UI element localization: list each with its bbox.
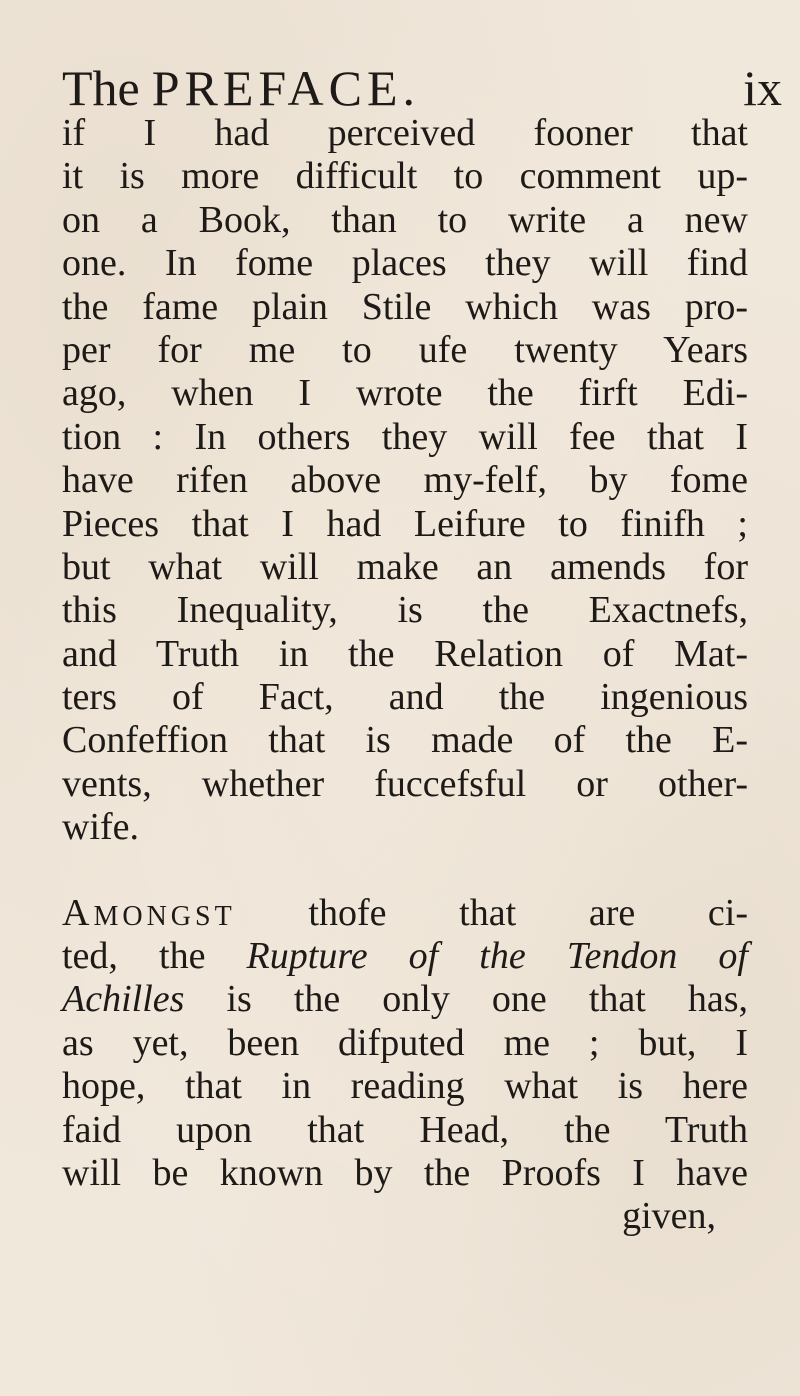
italic-title-segment: Rupture of the Tendon of [246,935,748,978]
opening-word [62,892,236,934]
opening-initial: A [62,891,94,934]
text-line: vents, whether fuccefsful or other- [62,762,748,805]
text-line: will be known by the Proofs I have [62,1151,748,1194]
text-line: if I had perceived fooner that [62,112,748,154]
running-title-caps: PREFACE. [151,60,421,116]
text-line: per for me to ufe twenty Years [62,328,748,371]
text-line: have rifen above my-felf, by fome [62,459,748,502]
text-line: one. In fome places they will find [62,242,748,285]
catchword: given, [622,1195,716,1238]
paragraph-gap [62,850,748,892]
text-line: but what will make an amends for [62,545,748,588]
text-line: as yet, been difputed me ; but, I [62,1021,748,1064]
text-line-opening [62,892,748,935]
line-segment: ted, the [62,935,206,978]
text-line: wife. [62,806,140,849]
running-head [62,58,782,118]
running-title-word: The [62,60,140,116]
italic-title-segment: Achilles [62,978,185,1021]
text-line: it is more difficult to comment up- [62,155,748,198]
text-line: Confeffion that is made of the E- [62,719,748,762]
paragraph-1 [62,112,748,850]
text-line: ters of Fact, and the ingenious [62,676,748,719]
text-line: faid upon that Head, the Truth [62,1108,748,1151]
opening-smallcaps: MONGST [93,900,236,932]
text-line: Pieces that I had Leifure to finifh ; [62,502,748,545]
line-segment: is the only one that has, [226,978,748,1021]
text-line: the fame plain Stile which was pro- [62,285,748,328]
text-line: tion : In others they will fee that I [62,415,748,458]
text-line: on a Book, than to write a new [62,198,748,241]
text-line: this Inequality, is the Exactnefs, [62,589,748,632]
text-line [62,978,748,1021]
page-number: ix [743,60,782,116]
body-text [62,112,748,1239]
text-line [62,935,748,978]
paragraph-2 [62,892,748,1239]
opening-line-rest: thofe that are ci- [308,891,749,934]
text-line: ago, when I wrote the firft Edi- [62,372,748,415]
text-line: and Truth in the Relation of Mat- [62,632,748,675]
running-title [62,58,420,118]
text-line: hope, that in reading what is here [62,1065,748,1108]
